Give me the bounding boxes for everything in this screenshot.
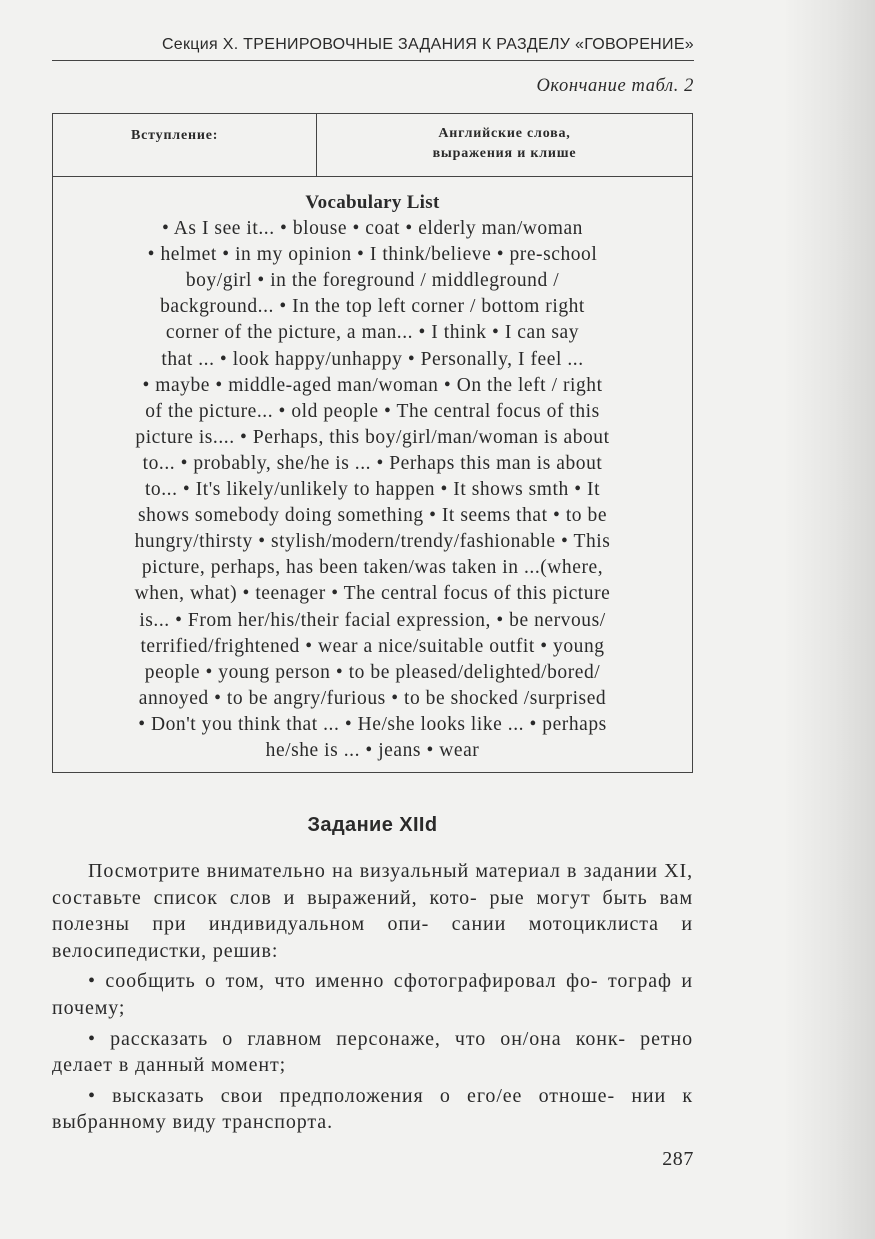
task-body [52,858,693,1136]
vocab-line: of the picture... • old people • The central focus of this [145,400,600,422]
table-header-row [53,114,692,177]
vocab-line: to... • probably, she/he is ... • Perhaps this man is about [142,452,603,474]
vocab-line: to... • It's likely/unlikely to happen • It shows smth • It [144,479,601,501]
table-header-right [317,114,692,176]
task-intro [52,858,693,964]
running-head: Секция X. ТРЕНИРОВОЧНЫЕ ЗАДАНИЯ К РАЗДЕЛУ «ГОВОРЕНИЕ» [52,36,694,61]
task-bullet [52,1026,693,1079]
vocab-line: he/she is ... • jeans • wear [265,739,480,761]
vocab-line: terrified/frightened • wear a nice/suitable outfit • young [140,635,605,657]
vocab-line: • helmet • in my opinion • I think/believe • pre-school [147,244,598,266]
table-caption: Окончание табл. 2 [536,76,694,96]
vocab-line: • As I see it... • blouse • coat • elderly man/woman [162,218,583,240]
vocabulary-table [52,113,693,773]
table-header-left [53,114,317,176]
page-edge-shadow [783,0,875,1239]
introduction-label: Вступление: [131,128,219,143]
task-line: • сообщить о том, что именно сфотографировал фо- [88,970,599,993]
vocabulary-list [63,190,682,764]
task-line: нии к выбранному виду транспорта. [52,1084,694,1134]
task-heading: Задание XIId [307,814,438,836]
vocab-line: • Don't you think that ... • He/she looks like ... • perhaps [138,713,607,735]
header-right-line-2: выражения и клише [432,146,577,161]
task-bullet [52,968,693,1021]
header-right-line-1: Английские слова, [438,126,571,141]
task-line: • высказать свои предположения о его/ее отноше- [88,1084,616,1107]
task-line: тограф и почему; [52,970,693,1019]
vocab-line: picture, perhaps, has been taken/was taken in ...(where, [141,557,604,579]
vocab-line: that ... • look happy/unhappy • Personally, I feel ... [161,348,584,370]
vocabulary-title: Vocabulary List [305,192,440,213]
vocab-line: is... • From her/his/their facial expression, • be nervous/ [139,609,606,631]
vocab-line: boy/girl • in the foreground / middleground / [185,270,560,292]
vocab-line: shows somebody doing something • It seems that • to be [137,505,608,527]
vocab-line: • maybe • middle-aged man/woman • On the left / right [142,374,603,396]
task-line: Посмотрите внимательно на визуальный материал в [88,860,578,882]
page-number: 287 [662,1148,694,1170]
task-bullet [52,1083,693,1136]
vocab-line: people • young person • to be pleased/delighted/bored/ [144,661,601,683]
vocab-line: corner of the picture, a man... • I think • I can say [165,322,580,344]
task-line: сании мотоциклиста и велосипедистки, решив: [52,913,694,962]
task-line: рые могут быть вам полезны при индивидуальном опи- [52,886,693,936]
vocab-line: hungry/thirsty • stylish/modern/trendy/fashionable • This [134,531,611,553]
vocab-line: picture is.... • Perhaps, this boy/girl/man/woman is about [135,426,610,448]
vocab-line: when, what) • teenager • The central focus of this picture [134,583,611,605]
task-line: ретно делает в данный момент; [52,1027,693,1077]
task-line: • рассказать о главном персонаже, что он/она конк- [88,1027,626,1050]
task-line: задании XI, составьте список слов и выражений, кото- [52,860,693,909]
vocab-line: background... • In the top left corner / bottom right [160,296,585,318]
vocab-line: annoyed • to be angry/furious • to be shocked /surprised [138,687,607,709]
